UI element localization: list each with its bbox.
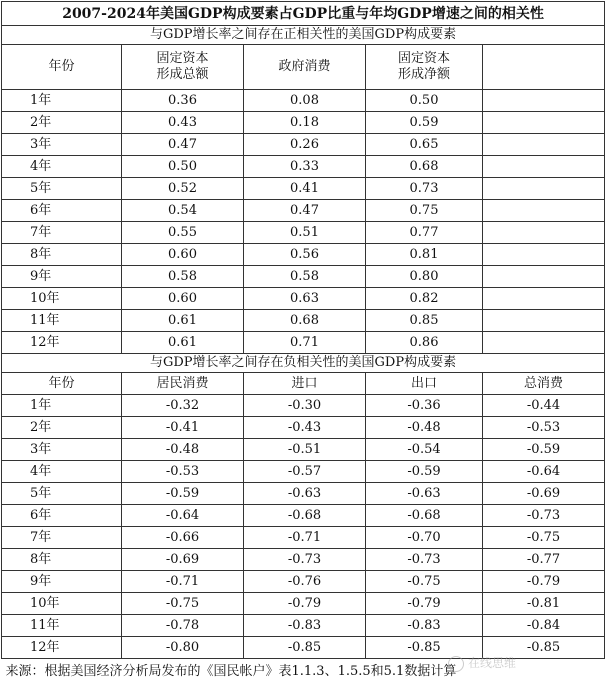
value-cell: -0.71 bbox=[244, 527, 366, 549]
value-cell bbox=[483, 266, 605, 288]
value-cell: 0.73 bbox=[366, 178, 483, 200]
value-cell: 0.50 bbox=[122, 156, 244, 178]
value-cell: -0.79 bbox=[244, 593, 366, 615]
value-cell bbox=[483, 310, 605, 332]
value-cell: -0.81 bbox=[483, 593, 605, 615]
header-cell: 总消费 bbox=[483, 373, 605, 395]
year-cell: 10年 bbox=[2, 593, 122, 615]
year-cell: 5年 bbox=[2, 483, 122, 505]
value-cell: 0.51 bbox=[244, 222, 366, 244]
value-cell: 0.68 bbox=[244, 310, 366, 332]
year-cell: 6年 bbox=[2, 505, 122, 527]
table-row bbox=[2, 527, 605, 549]
year-cell: 1年 bbox=[2, 90, 122, 112]
value-cell bbox=[483, 178, 605, 200]
value-cell bbox=[483, 112, 605, 134]
table-row bbox=[2, 178, 605, 200]
table-row bbox=[2, 571, 605, 593]
table-row bbox=[2, 615, 605, 637]
value-cell: -0.48 bbox=[122, 439, 244, 461]
value-cell: -0.43 bbox=[244, 417, 366, 439]
value-cell: 0.50 bbox=[366, 90, 483, 112]
header-cell: 固定资本 形成总额 bbox=[122, 45, 244, 90]
section2-header-row bbox=[2, 373, 605, 395]
table-row bbox=[2, 156, 605, 178]
header-cell: 政府消费 bbox=[244, 45, 366, 90]
year-cell: 6年 bbox=[2, 200, 122, 222]
year-cell: 4年 bbox=[2, 156, 122, 178]
section2-caption: 与GDP增长率之间存在负相关性的美国GDP构成要素 bbox=[2, 354, 605, 373]
table-row bbox=[2, 395, 605, 417]
value-cell: -0.73 bbox=[366, 549, 483, 571]
value-cell: -0.70 bbox=[366, 527, 483, 549]
watermark-logo-icon bbox=[448, 656, 464, 672]
table-row bbox=[2, 90, 605, 112]
value-cell: -0.79 bbox=[366, 593, 483, 615]
value-cell: -0.53 bbox=[483, 417, 605, 439]
value-cell: 0.81 bbox=[366, 244, 483, 266]
value-cell: -0.36 bbox=[366, 395, 483, 417]
value-cell: 0.58 bbox=[244, 266, 366, 288]
value-cell: 0.08 bbox=[244, 90, 366, 112]
value-cell: -0.59 bbox=[483, 439, 605, 461]
value-cell: 0.77 bbox=[366, 222, 483, 244]
value-cell: 0.47 bbox=[244, 200, 366, 222]
value-cell: -0.32 bbox=[122, 395, 244, 417]
value-cell: 0.71 bbox=[244, 332, 366, 354]
value-cell: -0.41 bbox=[122, 417, 244, 439]
value-cell: 0.61 bbox=[122, 310, 244, 332]
watermark-text: 在线思维 bbox=[468, 656, 517, 670]
value-cell: -0.77 bbox=[483, 549, 605, 571]
value-cell: 0.54 bbox=[122, 200, 244, 222]
value-cell: -0.73 bbox=[483, 505, 605, 527]
value-cell: 0.80 bbox=[366, 266, 483, 288]
value-cell: 0.36 bbox=[122, 90, 244, 112]
header-cell bbox=[483, 45, 605, 90]
table-row bbox=[2, 461, 605, 483]
value-cell: 0.82 bbox=[366, 288, 483, 310]
year-cell: 12年 bbox=[2, 332, 122, 354]
value-cell: -0.78 bbox=[122, 615, 244, 637]
value-cell: -0.75 bbox=[366, 571, 483, 593]
value-cell: -0.71 bbox=[122, 571, 244, 593]
value-cell: 0.59 bbox=[366, 112, 483, 134]
table-row bbox=[2, 483, 605, 505]
watermark bbox=[448, 654, 516, 672]
value-cell: 0.18 bbox=[244, 112, 366, 134]
value-cell: 0.47 bbox=[122, 134, 244, 156]
value-cell: 0.63 bbox=[244, 288, 366, 310]
table-row bbox=[2, 332, 605, 354]
value-cell: 0.43 bbox=[122, 112, 244, 134]
value-cell: -0.85 bbox=[483, 637, 605, 659]
value-cell: 0.68 bbox=[366, 156, 483, 178]
table-row bbox=[2, 200, 605, 222]
year-cell: 11年 bbox=[2, 615, 122, 637]
header-cell: 固定资本 形成净额 bbox=[366, 45, 483, 90]
value-cell: -0.30 bbox=[244, 395, 366, 417]
year-cell: 8年 bbox=[2, 549, 122, 571]
value-cell bbox=[483, 90, 605, 112]
source-note: 来源：根据美国经济分析局发布的《国民帐户》表1.1.3、1.5.5和5.1数据计算 bbox=[5, 664, 457, 679]
value-cell: 0.75 bbox=[366, 200, 483, 222]
value-cell: 0.56 bbox=[244, 244, 366, 266]
header-cell: 进口 bbox=[244, 373, 366, 395]
value-cell: -0.57 bbox=[244, 461, 366, 483]
year-cell: 9年 bbox=[2, 571, 122, 593]
section1-header-row bbox=[2, 45, 605, 90]
year-cell: 11年 bbox=[2, 310, 122, 332]
value-cell bbox=[483, 200, 605, 222]
value-cell: -0.44 bbox=[483, 395, 605, 417]
table-row bbox=[2, 593, 605, 615]
value-cell: -0.59 bbox=[366, 461, 483, 483]
value-cell: 0.65 bbox=[366, 134, 483, 156]
value-cell: 0.60 bbox=[122, 244, 244, 266]
year-cell: 5年 bbox=[2, 178, 122, 200]
value-cell: -0.83 bbox=[244, 615, 366, 637]
value-cell: -0.85 bbox=[366, 637, 483, 659]
value-cell: 0.33 bbox=[244, 156, 366, 178]
table-row bbox=[2, 222, 605, 244]
value-cell: -0.84 bbox=[483, 615, 605, 637]
correlation-table bbox=[1, 1, 605, 685]
table-row bbox=[2, 134, 605, 156]
table-row bbox=[2, 288, 605, 310]
value-cell: 0.52 bbox=[122, 178, 244, 200]
table-row bbox=[2, 417, 605, 439]
table-row bbox=[2, 266, 605, 288]
value-cell: -0.54 bbox=[366, 439, 483, 461]
year-cell: 8年 bbox=[2, 244, 122, 266]
value-cell: 0.55 bbox=[122, 222, 244, 244]
value-cell: -0.75 bbox=[483, 527, 605, 549]
value-cell bbox=[483, 332, 605, 354]
table-row bbox=[2, 549, 605, 571]
value-cell: 0.60 bbox=[122, 288, 244, 310]
header-cell: 年份 bbox=[2, 45, 122, 90]
header-cell: 居民消费 bbox=[122, 373, 244, 395]
value-cell: 0.26 bbox=[244, 134, 366, 156]
year-cell: 2年 bbox=[2, 417, 122, 439]
value-cell bbox=[483, 288, 605, 310]
year-cell: 2年 bbox=[2, 112, 122, 134]
value-cell: -0.53 bbox=[122, 461, 244, 483]
value-cell: 0.85 bbox=[366, 310, 483, 332]
year-cell: 7年 bbox=[2, 222, 122, 244]
section1-caption: 与GDP增长率之间存在正相关性的美国GDP构成要素 bbox=[2, 26, 605, 45]
year-cell: 10年 bbox=[2, 288, 122, 310]
value-cell: -0.66 bbox=[122, 527, 244, 549]
value-cell: 0.86 bbox=[366, 332, 483, 354]
value-cell: -0.69 bbox=[483, 483, 605, 505]
value-cell: -0.48 bbox=[366, 417, 483, 439]
value-cell: -0.64 bbox=[483, 461, 605, 483]
value-cell: -0.80 bbox=[122, 637, 244, 659]
year-cell: 3年 bbox=[2, 134, 122, 156]
year-cell: 7年 bbox=[2, 527, 122, 549]
value-cell: -0.63 bbox=[244, 483, 366, 505]
value-cell: 0.61 bbox=[122, 332, 244, 354]
value-cell: -0.63 bbox=[366, 483, 483, 505]
year-cell: 3年 bbox=[2, 439, 122, 461]
value-cell bbox=[483, 222, 605, 244]
year-cell: 1年 bbox=[2, 395, 122, 417]
value-cell: -0.83 bbox=[366, 615, 483, 637]
value-cell bbox=[483, 156, 605, 178]
value-cell: 0.41 bbox=[244, 178, 366, 200]
value-cell: -0.59 bbox=[122, 483, 244, 505]
table-row bbox=[2, 112, 605, 134]
header-cell: 出口 bbox=[366, 373, 483, 395]
value-cell: -0.73 bbox=[244, 549, 366, 571]
value-cell: -0.68 bbox=[244, 505, 366, 527]
table-row bbox=[2, 244, 605, 266]
value-cell: -0.79 bbox=[483, 571, 605, 593]
value-cell: 0.58 bbox=[122, 266, 244, 288]
table-title: 2007-2024年美国GDP构成要素占GDP比重与年均GDP增速之间的相关性 bbox=[2, 2, 605, 26]
value-cell: -0.75 bbox=[122, 593, 244, 615]
header-cell: 年份 bbox=[2, 373, 122, 395]
table-row bbox=[2, 505, 605, 527]
value-cell: -0.64 bbox=[122, 505, 244, 527]
table-row bbox=[2, 439, 605, 461]
table-row bbox=[2, 310, 605, 332]
year-cell: 9年 bbox=[2, 266, 122, 288]
value-cell: -0.68 bbox=[366, 505, 483, 527]
value-cell: -0.51 bbox=[244, 439, 366, 461]
value-cell: -0.69 bbox=[122, 549, 244, 571]
value-cell bbox=[483, 134, 605, 156]
value-cell: -0.76 bbox=[244, 571, 366, 593]
value-cell bbox=[483, 244, 605, 266]
value-cell: -0.85 bbox=[244, 637, 366, 659]
year-cell: 4年 bbox=[2, 461, 122, 483]
year-cell: 12年 bbox=[2, 637, 122, 659]
